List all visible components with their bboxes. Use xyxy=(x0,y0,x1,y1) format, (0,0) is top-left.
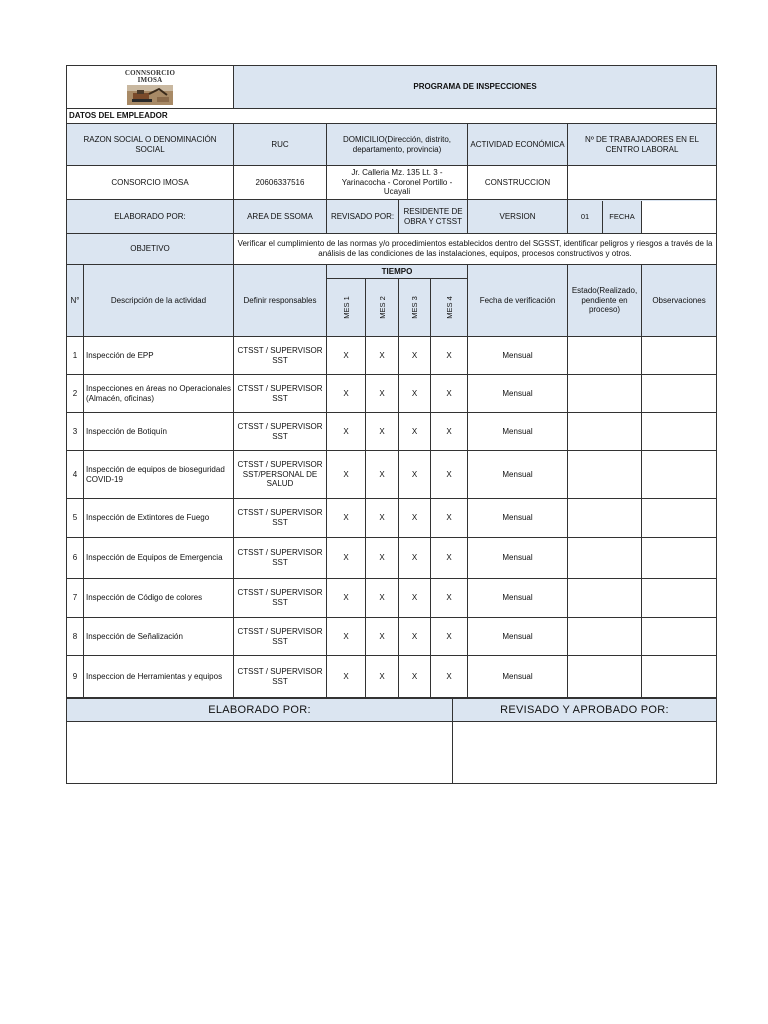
row-observations xyxy=(642,618,717,656)
trabajadores-header: Nº DE TRABAJADORES EN EL CENTRO LABORAL xyxy=(568,124,717,166)
row-frequency: Mensual xyxy=(468,656,568,698)
row-status xyxy=(568,499,642,538)
row-number: 4 xyxy=(67,451,84,499)
row-description: Inspección de Equipos de Emergencia xyxy=(84,538,234,579)
ruc-value: 20606337516 xyxy=(234,166,327,200)
signature-elaborado-box xyxy=(67,722,453,784)
row-month-1: X xyxy=(327,451,366,499)
row-responsible: CTSST / SUPERVISOR SST xyxy=(234,579,327,618)
version-value: 01 xyxy=(568,201,603,233)
row-status xyxy=(568,618,642,656)
objective-label: OBJETIVO xyxy=(67,234,234,265)
logo-text-line2: IMOSA xyxy=(137,75,163,84)
row-number: 5 xyxy=(67,499,84,538)
row-frequency: Mensual xyxy=(468,413,568,451)
table-row xyxy=(67,538,717,579)
row-status xyxy=(568,337,642,375)
row-number: 8 xyxy=(67,618,84,656)
row-month-1: X xyxy=(327,337,366,375)
domicilio-header: DOMICILIO(Dirección, distrito, departamento, provincia) xyxy=(327,124,468,166)
row-month-2: X xyxy=(366,579,399,618)
month-4-header: MES 4 xyxy=(431,279,468,337)
row-frequency: Mensual xyxy=(468,618,568,656)
row-month-3: X xyxy=(399,413,431,451)
trabajadores-value xyxy=(568,166,717,200)
razon-social-value: CONSORCIO IMOSA xyxy=(67,166,234,200)
table-row xyxy=(67,337,717,375)
responsible-header: Definir responsables xyxy=(234,265,327,337)
row-month-4: X xyxy=(431,618,468,656)
row-month-3: X xyxy=(399,579,431,618)
row-month-3: X xyxy=(399,451,431,499)
row-month-1: X xyxy=(327,538,366,579)
row-frequency: Mensual xyxy=(468,375,568,413)
row-month-1: X xyxy=(327,375,366,413)
row-status xyxy=(568,451,642,499)
table-row xyxy=(67,413,717,451)
objective-text: Verificar el cumplimiento de las normas y/o procedimientos establecidos dentro del SGSST, identificar peligros y riesgos a través de la análisis de las condiciones de las instalaciones, equipos, procesos constructivos y otros. xyxy=(234,234,717,265)
month-1-header: MES 1 xyxy=(327,279,366,337)
row-month-4: X xyxy=(431,451,468,499)
row-description: Inspección de equipos de bioseguridad COVID-19 xyxy=(84,451,234,499)
row-month-2: X xyxy=(366,499,399,538)
row-month-1: X xyxy=(327,618,366,656)
row-description: Inspecciones en áreas no Operacionales (Almacén, oficinas) xyxy=(84,375,234,413)
fecha-value xyxy=(642,201,716,233)
row-observations xyxy=(642,337,717,375)
row-status xyxy=(568,538,642,579)
table-row xyxy=(67,579,717,618)
row-frequency: Mensual xyxy=(468,451,568,499)
row-observations xyxy=(642,413,717,451)
actividad-header: ACTIVIDAD ECONÓMICA xyxy=(468,124,568,166)
row-description: Inspección de EPP xyxy=(84,337,234,375)
verification-header: Fecha de verificación xyxy=(468,265,568,337)
actividad-value: CONSTRUCCION xyxy=(468,166,568,200)
signature-revisado-label: REVISADO Y APROBADO POR: xyxy=(453,699,717,722)
row-observations xyxy=(642,499,717,538)
row-responsible: CTSST / SUPERVISOR SST xyxy=(234,337,327,375)
row-month-3: X xyxy=(399,538,431,579)
signature-elaborado-label: ELABORADO POR: xyxy=(67,699,453,722)
signature-revisado-box xyxy=(453,722,717,784)
table-row xyxy=(67,375,717,413)
row-month-2: X xyxy=(366,413,399,451)
time-header: TIEMPO xyxy=(327,265,468,279)
row-month-3: X xyxy=(399,618,431,656)
elaborado-label: ELABORADO POR: xyxy=(67,200,234,234)
row-description: Inspección de Botiquín xyxy=(84,413,234,451)
row-frequency: Mensual xyxy=(468,538,568,579)
row-month-2: X xyxy=(366,337,399,375)
elaborado-value: AREA DE SSOMA xyxy=(234,200,327,234)
row-month-2: X xyxy=(366,451,399,499)
row-responsible: CTSST / SUPERVISOR SST xyxy=(234,538,327,579)
row-month-2: X xyxy=(366,656,399,698)
observations-header: Observaciones xyxy=(642,265,717,337)
razon-social-header: RAZON SOCIAL O DENOMINACIÓN SOCIAL xyxy=(67,124,234,166)
row-month-3: X xyxy=(399,656,431,698)
month-2-header: MES 2 xyxy=(366,279,399,337)
row-month-1: X xyxy=(327,656,366,698)
table-row xyxy=(67,451,717,499)
row-observations xyxy=(642,538,717,579)
table-row xyxy=(67,618,717,656)
row-month-3: X xyxy=(399,337,431,375)
logo-text-line1: CONNSORCIO xyxy=(124,68,176,77)
row-observations xyxy=(642,656,717,698)
employer-section-label: DATOS DEL EMPLEADOR xyxy=(67,109,717,124)
row-number: 9 xyxy=(67,656,84,698)
domicilio-value: Jr. Calleria Mz. 135 Lt. 3 - Yarinacocha - Coronel Portillo - Ucayali xyxy=(327,166,468,200)
row-responsible: CTSST / SUPERVISOR SST xyxy=(234,656,327,698)
row-responsible: CTSST / SUPERVISOR SST xyxy=(234,413,327,451)
row-status xyxy=(568,656,642,698)
table-row xyxy=(67,656,717,698)
row-month-4: X xyxy=(431,413,468,451)
row-responsible: CTSST / SUPERVISOR SST xyxy=(234,499,327,538)
inspection-program-sheet xyxy=(66,65,717,698)
row-month-4: X xyxy=(431,337,468,375)
signature-block xyxy=(66,698,717,784)
version-fecha-cell xyxy=(568,200,717,234)
version-label: VERSION xyxy=(468,200,568,234)
row-month-3: X xyxy=(399,375,431,413)
row-number: 1 xyxy=(67,337,84,375)
row-month-2: X xyxy=(366,538,399,579)
row-description: Inspeccion de Herramientas y equipos xyxy=(84,656,234,698)
row-status xyxy=(568,375,642,413)
table-row xyxy=(67,499,717,538)
row-frequency: Mensual xyxy=(468,499,568,538)
row-month-4: X xyxy=(431,656,468,698)
row-month-2: X xyxy=(366,618,399,656)
row-description: Inspección de Código de colores xyxy=(84,579,234,618)
company-logo xyxy=(67,66,234,109)
excavator-photo-icon xyxy=(127,85,173,105)
row-month-4: X xyxy=(431,499,468,538)
row-responsible: CTSST / SUPERVISOR SST xyxy=(234,618,327,656)
row-number: 6 xyxy=(67,538,84,579)
status-header: Estado(Realizado, pendiente en proceso) xyxy=(568,265,642,337)
row-month-4: X xyxy=(431,579,468,618)
row-observations xyxy=(642,579,717,618)
row-description: Inspección de Señalización xyxy=(84,618,234,656)
row-month-1: X xyxy=(327,579,366,618)
description-header: Descripción de la actividad xyxy=(84,265,234,337)
row-status xyxy=(568,579,642,618)
page-title: PROGRAMA DE INSPECCIONES xyxy=(234,66,717,109)
row-observations xyxy=(642,451,717,499)
row-number: 2 xyxy=(67,375,84,413)
revisado-label: REVISADO POR: xyxy=(327,200,399,234)
ruc-header: RUC xyxy=(234,124,327,166)
row-number: 3 xyxy=(67,413,84,451)
fecha-label: FECHA xyxy=(603,201,642,233)
row-observations xyxy=(642,375,717,413)
row-month-2: X xyxy=(366,375,399,413)
row-frequency: Mensual xyxy=(468,337,568,375)
row-responsible: CTSST / SUPERVISOR SST xyxy=(234,375,327,413)
row-number: 7 xyxy=(67,579,84,618)
row-responsible: CTSST / SUPERVISOR SST/PERSONAL DE SALUD xyxy=(234,451,327,499)
row-month-3: X xyxy=(399,499,431,538)
num-header: N° xyxy=(67,265,84,337)
row-month-1: X xyxy=(327,499,366,538)
month-3-header: MES 3 xyxy=(399,279,431,337)
row-frequency: Mensual xyxy=(468,579,568,618)
row-month-4: X xyxy=(431,375,468,413)
row-status xyxy=(568,413,642,451)
row-description: Inspección de Extintores de Fuego xyxy=(84,499,234,538)
row-month-4: X xyxy=(431,538,468,579)
row-month-1: X xyxy=(327,413,366,451)
revisado-value: RESIDENTE DE OBRA Y CTSST xyxy=(399,200,468,234)
